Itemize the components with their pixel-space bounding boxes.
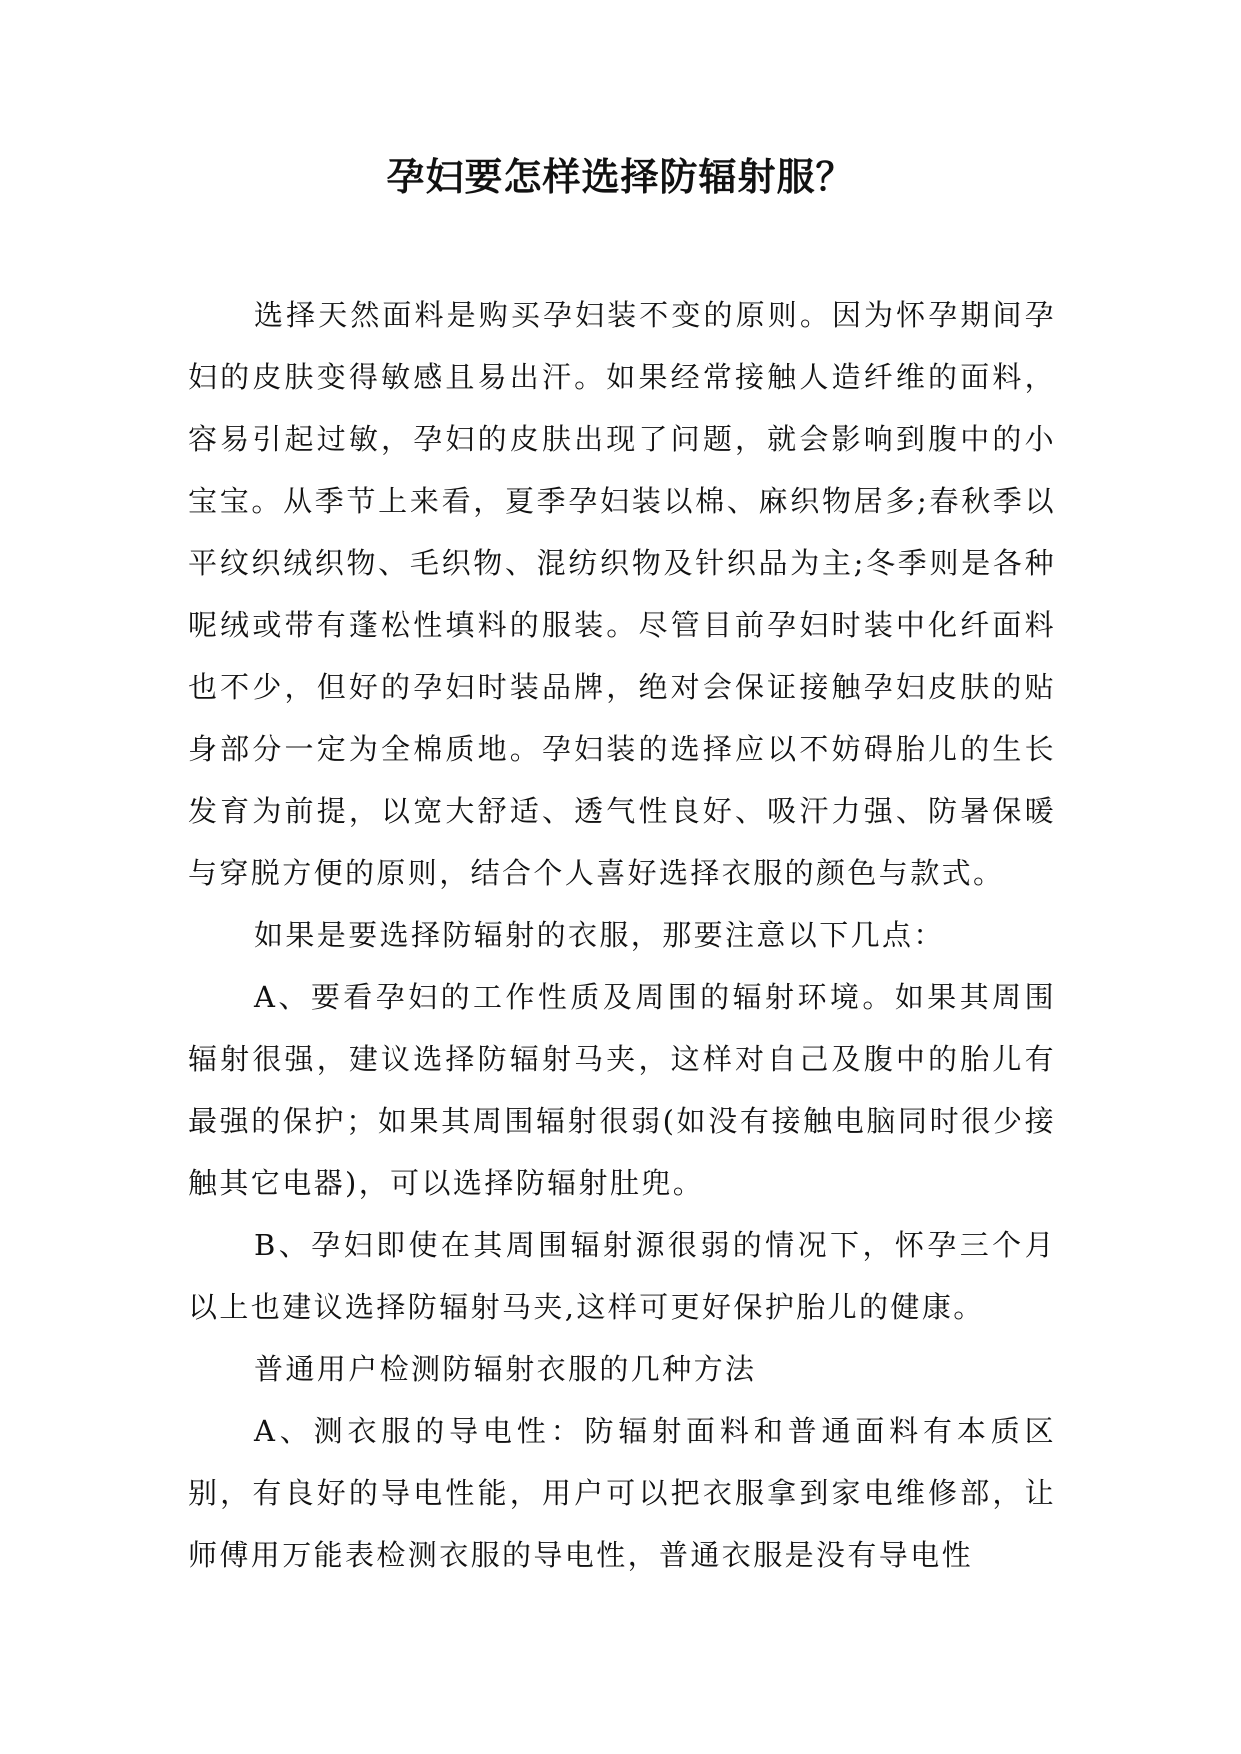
paragraph-methods-heading: 普通用户检测防辐射衣服的几种方法 — [254, 1352, 757, 1386]
paragraph-fabric-principle: 选择天然面料是购买孕妇装不变的原则。因为怀孕期间孕妇的皮肤变得敏感且易出汗。如果经常接触人造纤维的面料，容易引起过敏，孕妇的皮肤出现了问题，就会影响到腹中的小宝宝。从季节上来看，夏季孕妇装以棉、麻织物居多;春秋季以平纹织绒织物、毛织物、混纺织物及针织品为主;冬季则是各种呢绒或带有蓬松性填料的服装。尽管目前孕妇时装中化纤面料也不少，但好的孕妇时装品牌，绝对会保证接触孕妇皮肤的贴身部分一定为全棉质地。孕妇装的选择应以不妨碍胎儿的生长发育为前提，以宽大舒适、透气性良好、吸汗力强、防暑保暖与穿脱方便的原则，结合个人喜好选择衣服的颜色与款式。 — [188, 298, 1056, 890]
page-title: 孕妇要怎样选择防辐射服？ — [386, 154, 855, 199]
paragraph-point-a: A、要看孕妇的工作性质及周围的辐射环境。如果其周围辐射很强，建议选择防辐射马夹，这样对自己及腹中的胎儿有最强的保护；如果其周围辐射很弱(如没有接触电脑同时很少接触其它电器)，可以选择防辐射肚兜。 — [188, 980, 1056, 1200]
document-body — [188, 284, 1056, 1586]
paragraph-intro-points: 如果是要选择防辐射的衣服，那要注意以下几点： — [254, 918, 945, 952]
paragraph-point-b: B、孕妇即使在其周围辐射源很弱的情况下，怀孕三个月以上也建议选择防辐射马夹,这样可更好保护胎儿的健康。 — [188, 1228, 1056, 1324]
paragraph-method-a: A、测衣服的导电性：防辐射面料和普通面料有本质区别，有良好的导电性能，用户可以把衣服拿到家电维修部，让师傅用万能表检测衣服的导电性，普通衣服是没有导电性 — [188, 1414, 1056, 1572]
